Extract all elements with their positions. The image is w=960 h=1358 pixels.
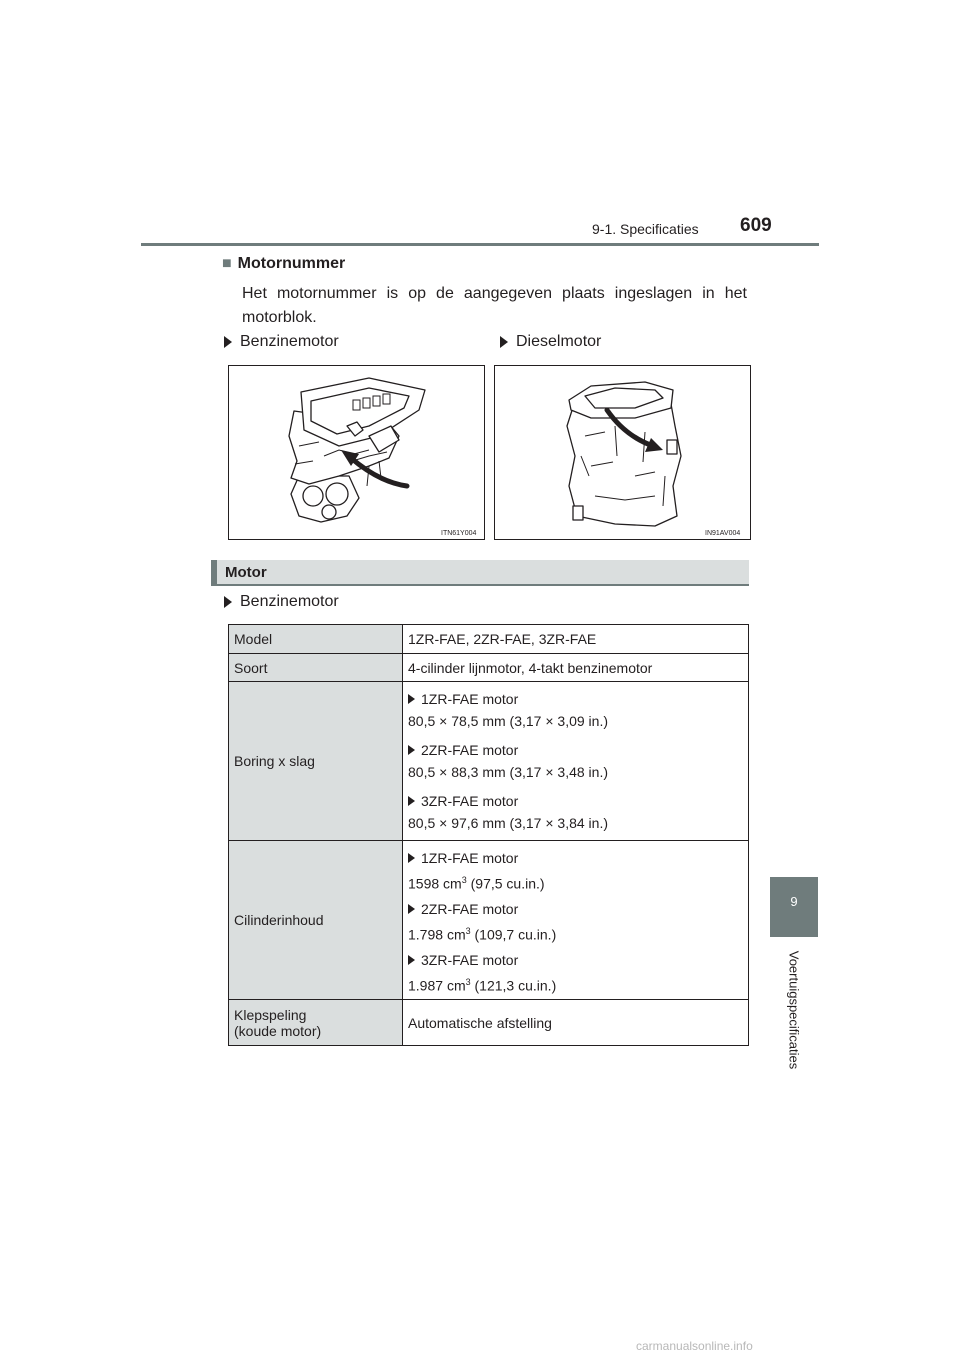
petrol-image-code: ITN61Y004 [441, 530, 477, 537]
triangle-bullet-icon [408, 694, 415, 704]
table-row [229, 682, 749, 841]
diesel-engine-label-text: Dieselmotor [516, 333, 602, 350]
header-section-title: 9-1. Specificaties [592, 221, 699, 237]
bore-stroke-engine-2 [408, 739, 743, 761]
section-title: Motor [225, 564, 267, 581]
displacement-unit-exp: 3 [465, 926, 471, 936]
chapter-tab-label: Voertuigspecificaties [786, 950, 802, 1070]
triangle-bullet-icon [224, 336, 232, 348]
bore-stroke-engine-1 [408, 688, 743, 710]
table-label-displacement: Cilinderinhoud [229, 841, 403, 1000]
chapter-tab [770, 877, 818, 937]
table-value-displacement [403, 841, 749, 1000]
bore-stroke-value-3: 80,5 × 97,6 mm (3,17 × 3,84 in.) [408, 815, 609, 831]
displacement-value-2 [408, 920, 743, 942]
displacement-unit: cm [443, 875, 462, 892]
petrol-spec-label-text: Benzinemotor [240, 593, 339, 610]
triangle-bullet-icon [408, 853, 415, 863]
displacement-amount: 1.987 [408, 977, 447, 994]
triangle-bullet-icon [408, 955, 415, 965]
engine-number-heading [222, 255, 345, 273]
table-label-type: Soort [229, 654, 403, 682]
diesel-engine-label [500, 333, 601, 351]
table-value-type: 4-cilinder lijnmotor, 4-takt benzinemotor [403, 654, 749, 682]
chapter-tab-number: 9 [790, 894, 798, 909]
bore-stroke-value-2: 80,5 × 88,3 mm (3,17 × 3,48 in.) [408, 764, 609, 780]
table-value-model: 1ZR-FAE, 2ZR-FAE, 3ZR-FAE [403, 625, 749, 654]
displacement-engine-name: 2ZR-FAE motor [421, 901, 519, 917]
triangle-bullet-icon [500, 336, 508, 348]
displacement-imperial: (121,3 cu.in.) [470, 977, 557, 994]
watermark: carmanualsonline.info [636, 1339, 753, 1353]
page-number: 609 [740, 215, 772, 236]
bore-engine-name: 2ZR-FAE motor [421, 742, 519, 758]
displacement-engine-name: 1ZR-FAE motor [421, 850, 519, 866]
section-header-motor [211, 560, 749, 586]
bore-engine-name: 3ZR-FAE motor [421, 793, 519, 809]
petrol-spec-label [224, 593, 339, 611]
diesel-engine-illustration [494, 365, 751, 540]
table-row [229, 625, 749, 654]
displacement-engine-1 [408, 847, 743, 869]
bore-stroke-engine-3 [408, 790, 743, 812]
table-value-valve-clearance: Automatische afstelling [403, 1000, 749, 1046]
displacement-engine-name: 3ZR-FAE motor [421, 952, 519, 968]
engine-number-description: Het motornummer is op de aangegeven plaats ingeslagen in het motorblok. [242, 285, 747, 326]
displacement-imperial: (109,7 cu.in.) [470, 926, 557, 943]
triangle-bullet-icon [408, 904, 415, 914]
petrol-engine-label [224, 333, 339, 351]
triangle-bullet-icon [408, 745, 415, 755]
triangle-bullet-icon [224, 596, 232, 608]
displacement-engine-3 [408, 949, 743, 971]
displacement-imperial: (97,5 cu.in.) [466, 875, 545, 892]
engine-spec-table [228, 624, 749, 1046]
petrol-engine-label-text: Benzinemotor [240, 333, 339, 350]
engine-number-heading-text: Motornummer [237, 255, 346, 272]
displacement-amount: 1.798 [408, 926, 447, 943]
table-row [229, 654, 749, 682]
displacement-unit-exp: 3 [465, 977, 471, 987]
petrol-engine-drawing [229, 366, 484, 539]
section-header-accent [211, 560, 217, 586]
table-row [229, 1000, 749, 1046]
displacement-engine-2 [408, 898, 743, 920]
table-value-bore-stroke [403, 682, 749, 841]
square-bullet-icon: ■ [222, 255, 232, 272]
displacement-unit-exp: 3 [461, 875, 467, 885]
displacement-unit: cm [446, 926, 466, 943]
header-rule [141, 243, 819, 246]
valve-label-line1: Klepspeling [234, 1006, 307, 1023]
triangle-bullet-icon [408, 796, 415, 806]
table-label-valve-clearance [229, 1000, 403, 1046]
displacement-unit: cm [446, 977, 466, 994]
table-label-model: Model [229, 625, 403, 654]
displacement-value-1 [408, 869, 743, 891]
displacement-amount: 1598 [408, 875, 444, 892]
petrol-engine-illustration [228, 365, 485, 540]
diesel-engine-drawing [495, 366, 750, 539]
displacement-value-3 [408, 971, 743, 993]
diesel-image-code: IN91AV004 [705, 530, 741, 537]
table-label-bore-stroke: Boring x slag [229, 682, 403, 841]
bore-engine-name: 1ZR-FAE motor [421, 691, 519, 707]
table-row [229, 841, 749, 1000]
bore-stroke-value-1: 80,5 × 78,5 mm (3,17 × 3,09 in.) [408, 713, 609, 729]
valve-label-line2: (koude motor) [234, 1022, 322, 1039]
